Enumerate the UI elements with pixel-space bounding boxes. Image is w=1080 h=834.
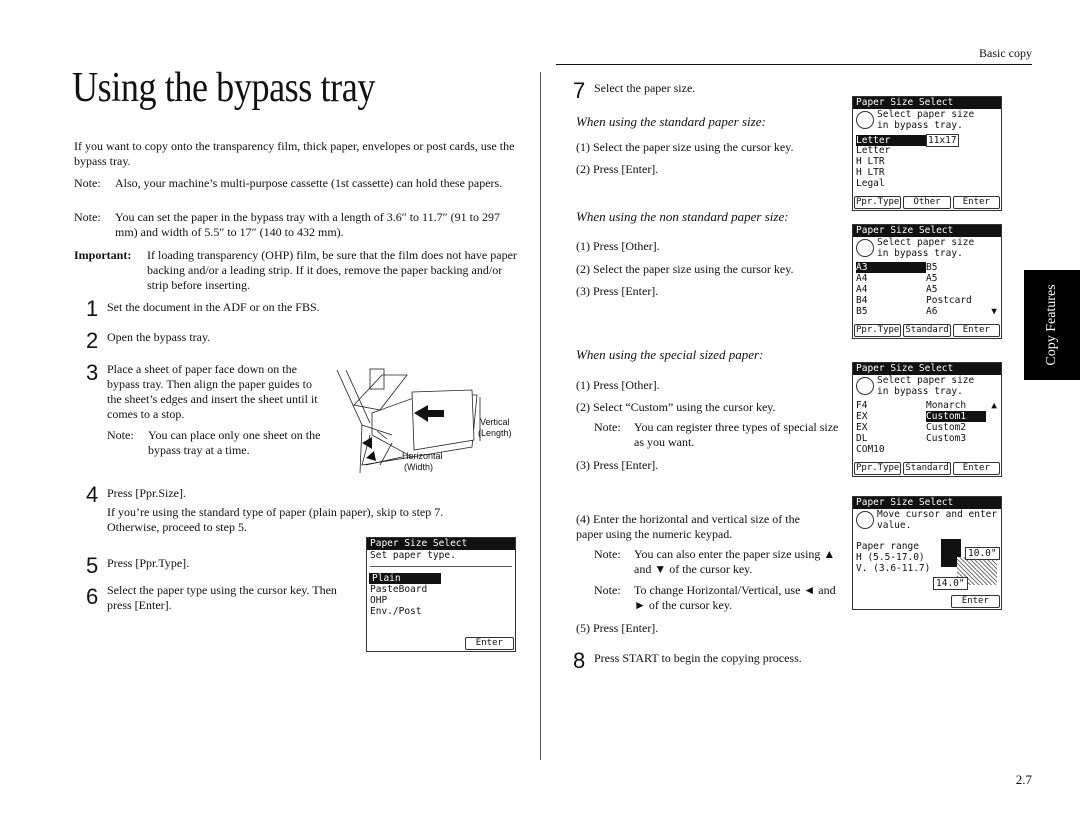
item-4-text: (4) Enter the horizontal and vertical size of the paper using the numeric keypad.	[576, 512, 800, 541]
step-number: 2	[86, 328, 99, 353]
note-text: To change Horizontal/Vertical, use ◄ and ► of the cursor key.	[634, 583, 836, 612]
sub3-item: (2) Select “Custom” using the cursor key.	[576, 400, 776, 414]
ppr-type-button[interactable]: Ppr.Type	[855, 325, 900, 335]
note-label: Note:	[594, 583, 621, 597]
step-number: 6	[86, 584, 99, 609]
lcd-cell[interactable]: 11x17	[928, 135, 957, 146]
header-rule	[556, 64, 1032, 65]
lcd-cell[interactable]: A4	[856, 273, 868, 284]
lcd-cell[interactable]: EX	[856, 422, 868, 433]
lcd-line: Select paper size	[877, 375, 975, 386]
enter-button[interactable]: Enter	[953, 196, 1000, 209]
horizontal-value-field[interactable]: 14.0"	[933, 577, 968, 590]
lcd-row	[853, 444, 1001, 455]
scroll-down-icon: ▼	[991, 306, 997, 317]
lcd-cell[interactable]: Custom3	[926, 433, 967, 444]
note-label: Note:	[74, 210, 101, 224]
note-text: You can also enter the paper size using ▲ and ▼ of the cursor key.	[634, 547, 836, 576]
lcd-row	[853, 295, 1001, 306]
lcd-item[interactable]: OHP	[370, 595, 388, 606]
chapter-tab-label: Copy Features	[1044, 284, 1059, 366]
vertical-label: Vertical	[480, 417, 510, 427]
page-title: Using the bypass tray	[72, 65, 375, 111]
horizontal-label: Horizontal	[402, 451, 443, 461]
lcd-header: Paper Size Select	[853, 497, 1001, 509]
note-label: Note:	[107, 428, 134, 442]
sub3-item: (3) Press [Enter].	[576, 458, 659, 472]
lcd-row	[853, 422, 1001, 433]
lcd-row	[853, 400, 1001, 411]
lcd-row	[853, 433, 1001, 444]
step-2-text: Open the bypass tray.	[107, 330, 211, 344]
sub2-item: (2) Select the paper size using the cursor key.	[576, 262, 794, 276]
lcd-cell[interactable]: H LTR	[856, 167, 885, 178]
lcd-cell[interactable]: A5	[926, 284, 938, 295]
lcd-row	[853, 145, 1001, 156]
lcd-header: Paper Size Select	[853, 225, 1001, 237]
column-divider	[540, 72, 541, 760]
section-header: Basic copy	[979, 46, 1032, 60]
lcd-cell[interactable]: B5	[856, 306, 868, 317]
sub1-item: (2) Press [Enter].	[576, 162, 659, 176]
note-text: You can set the paper in the bypass tray with a length of 3.6″ to 11.7″ (91 to 297 mm) and width of 5.5″ to 17″ (140 to 432 mm).	[115, 210, 500, 239]
sub2-item: (1) Press [Other].	[576, 239, 660, 253]
scroll-up-icon: ▲	[991, 400, 997, 411]
lcd-row	[853, 156, 1001, 167]
length-label: (Length)	[478, 428, 512, 438]
step-1-text: Set the document in the ADF or on the FBS.	[107, 300, 320, 314]
lcd-cell[interactable]: A4	[856, 284, 868, 295]
note-text: You can place only one sheet on the bypass tray at a time.	[148, 428, 321, 457]
sub2-item: (3) Press [Enter].	[576, 284, 659, 298]
note-2	[74, 210, 519, 240]
note-text: You can register three types of special size as you want.	[634, 420, 839, 449]
standard-button[interactable]: Standard	[905, 325, 949, 335]
item-5-text: (5) Press [Enter].	[576, 621, 659, 635]
lcd-cell[interactable]: A6	[926, 306, 938, 317]
lcd-range-label: Paper range	[856, 541, 919, 552]
lcd-cell[interactable]: H LTR	[856, 156, 885, 167]
note-text: Also, your machine’s multi-purpose cassette (1st cassette) can hold these papers.	[115, 176, 503, 190]
step-number: 7	[573, 78, 586, 103]
note-label: Note:	[74, 176, 101, 190]
lcd-item[interactable]: PasteBoard	[370, 584, 428, 595]
note-1	[74, 176, 519, 191]
step-4-text: Press [Ppr.Size].	[107, 486, 186, 500]
lcd-cell[interactable]: F4	[856, 400, 868, 411]
lcd-line: Move cursor and enter	[877, 509, 998, 520]
step-number: 5	[86, 553, 99, 578]
lcd-h-range: H (5.5-17.0)	[856, 552, 925, 563]
lcd-header: Paper Size Select	[367, 538, 515, 550]
step-number: 8	[573, 648, 586, 673]
other-button[interactable]: Other	[903, 196, 950, 209]
lcd-paper-type	[366, 537, 516, 652]
lcd-cell[interactable]: Custom2	[926, 422, 967, 433]
lcd-line: value.	[877, 520, 912, 531]
enter-button[interactable]: Enter	[953, 462, 1000, 475]
lcd-line: in bypass tray.	[877, 248, 963, 259]
subheading-standard: When using the standard paper size:	[576, 114, 766, 129]
enter-button[interactable]: Enter	[951, 595, 1000, 608]
lcd-cell[interactable]: DL	[856, 433, 868, 444]
page-number: 2.7	[1015, 772, 1032, 787]
lcd-item-selected[interactable]: Plain	[369, 573, 441, 584]
lcd-cell-selected[interactable]: A3	[856, 262, 926, 273]
lcd-item[interactable]: Env./Post	[370, 606, 422, 617]
lcd-row	[853, 284, 1001, 295]
step-number: 1	[86, 296, 99, 321]
note-label: Note:	[594, 547, 621, 561]
lcd-standard-size	[852, 96, 1002, 211]
step-number: 4	[86, 482, 99, 507]
note-label: Note:	[594, 420, 621, 434]
lcd-non-standard-size	[852, 224, 1002, 339]
lcd-row	[853, 167, 1001, 178]
item-4-note-1	[594, 547, 844, 577]
step-number: 3	[86, 360, 99, 385]
lcd-cell[interactable]: Monarch	[926, 400, 967, 411]
sub3-item: (1) Press [Other].	[576, 378, 660, 392]
ppr-type-button[interactable]: Ppr.Type	[855, 197, 900, 207]
step-5-text: Press [Ppr.Type].	[107, 556, 190, 570]
step-3-text: Place a sheet of paper face down on the bypass tray. Then align the paper guides to the sheet’s edges and insert the sheet until it comes to a stop.	[107, 362, 318, 421]
step-8-text: Press START to begin the copying process.	[594, 651, 802, 665]
vertical-value-field[interactable]: 10.0"	[965, 547, 1000, 560]
lcd-row	[853, 273, 1001, 284]
lcd-cell[interactable]: B5	[926, 262, 938, 273]
step-3-note	[107, 428, 329, 458]
lcd-special-size	[852, 362, 1002, 477]
subheading-special: When using the special sized paper:	[576, 347, 764, 362]
enter-button[interactable]: Enter	[953, 324, 1000, 337]
lcd-v-range: V. (3.6-11.7)	[856, 563, 931, 574]
lcd-custom-size-entry	[852, 496, 1002, 610]
lcd-cell-selected[interactable]: Letter	[856, 135, 926, 146]
step-7-text: Select the paper size.	[594, 81, 696, 95]
lcd-cell[interactable]: EX	[856, 411, 868, 422]
lcd-cell[interactable]: COM10	[856, 444, 885, 455]
lcd-cell[interactable]: Postcard	[926, 295, 972, 306]
lcd-line: Set paper type.	[370, 550, 456, 561]
lcd-row	[853, 306, 1001, 317]
subheading-non-standard: When using the non standard paper size:	[576, 209, 789, 224]
lcd-row	[853, 134, 1001, 145]
ppr-type-button[interactable]: Ppr.Type	[855, 463, 900, 473]
important-label: Important:	[74, 248, 132, 262]
lcd-cell[interactable]: B4	[856, 295, 868, 306]
lcd-cell[interactable]: Letter	[856, 145, 891, 156]
lcd-cell-selected[interactable]: Custom1	[926, 411, 986, 422]
lcd-row	[853, 411, 1001, 422]
lcd-row	[853, 262, 1001, 273]
lcd-rule	[370, 561, 512, 567]
bypass-tray-illustration	[332, 365, 517, 475]
lcd-line: Select paper size	[877, 109, 975, 120]
lcd-cell[interactable]: A5	[926, 273, 938, 284]
lcd-header: Paper Size Select	[853, 97, 1001, 109]
sub3-note	[594, 420, 840, 450]
chapter-tab	[1024, 270, 1080, 380]
step-4-detail: If you’re using the standard type of paper (plain paper), skip to step 7. Otherwise, proceed to step 5.	[107, 505, 444, 534]
standard-button[interactable]: Standard	[905, 463, 949, 473]
sub1-item: (1) Select the paper size using the cursor key.	[576, 140, 794, 154]
lcd-header: Paper Size Select	[853, 363, 1001, 375]
important-note	[74, 248, 519, 293]
lcd-line: Select paper size	[877, 237, 975, 248]
lcd-line: in bypass tray.	[877, 386, 963, 397]
important-text: If loading transparency (OHP) film, be sure that the film does not have paper backing and/or a leading strip. If it does, remove the paper backing and/or strip before inserting.	[147, 248, 517, 292]
width-label: (Width)	[404, 462, 433, 472]
lcd-cell[interactable]: Legal	[856, 178, 885, 189]
lcd-row	[853, 178, 1001, 189]
step-6-text: Select the paper type using the cursor key. Then press [Enter].	[107, 583, 337, 612]
enter-button[interactable]: Enter	[465, 637, 514, 650]
item-4-note-2	[594, 583, 844, 613]
lcd-line: in bypass tray.	[877, 120, 963, 131]
intro-text: If you want to copy onto the transparency film, thick paper, envelopes or post cards, use the bypass tray.	[74, 139, 515, 168]
